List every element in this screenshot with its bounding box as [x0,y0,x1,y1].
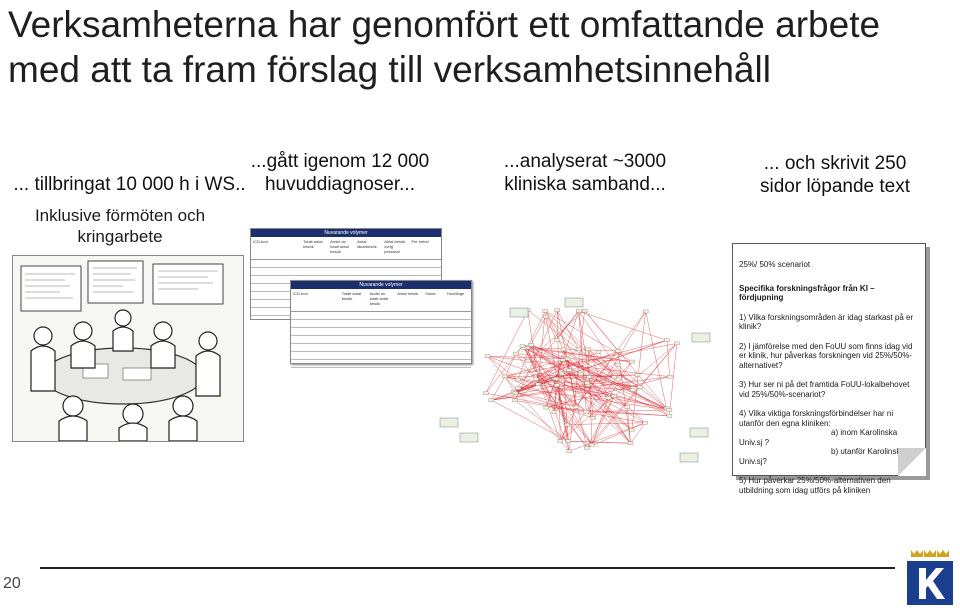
table-front-antal-col: Antal besök [395,289,423,311]
network-node [552,410,557,413]
network-node [528,343,533,346]
network-node [629,360,634,363]
network-edge [569,423,645,451]
table-back-code-col: ICD-kod [251,237,301,259]
network-node [558,440,563,443]
network-node [629,428,634,431]
column-heading-3-line2: kliniska samband... [475,173,695,196]
table-front-solna-col: Solna [423,289,445,311]
network-node [561,348,566,351]
table-back-colheads [251,237,441,260]
network-node [567,369,572,372]
panel-question-5: 5) Hur påverkar 25%/50%-alternativen den utbildning som idag utförs på kliniken [739,476,919,495]
network-label-box [692,333,710,342]
page-curl-corner [898,448,926,476]
table-row [251,260,441,268]
network-svg [430,278,712,470]
network-node [635,373,640,376]
network-node [560,358,565,361]
network-edge [587,423,645,448]
network-edge [579,311,667,340]
network-edge [528,311,585,361]
network-node [485,355,490,358]
network-node [625,406,630,409]
table-row [251,268,441,276]
network-label-box [690,428,708,437]
network-node [554,384,559,387]
network-node [489,399,494,402]
network-edge [515,400,568,441]
network-edge [587,343,677,447]
table-back-header: Nuvarande volymer [251,229,441,237]
network-node [559,372,564,375]
network-node [616,349,621,352]
table-front-huddinge-col: Huddinge [445,289,471,311]
network-node [483,392,488,395]
network-node [503,375,508,378]
network-node [628,442,633,445]
network-edge [667,340,670,376]
panel-question-2: 2) I jämförelse med den FoUU som finns idag vid er klinik, hur påverkas forskningen vid 25%/50%-alternativet? [739,342,919,371]
karolinska-logo [905,548,955,606]
network-node [516,387,521,390]
note-text [10,205,230,247]
panel-question-4-univ2: Univ.sj? [739,457,919,467]
network-node [584,410,589,413]
network-label-box [680,453,698,462]
column-heading-2 [240,150,440,196]
table-back-sal-col: Antal besök övrig personal [382,237,409,259]
network-node [574,405,579,408]
slide-title-line2: med att ta fram förslag till verksamhetsinnehåll [8,47,958,92]
network-edge [669,343,676,415]
network-node [643,310,648,313]
column-heading-1 [2,150,257,196]
page-number: 20 [3,575,21,593]
network-node [543,310,548,313]
network-node [587,375,592,378]
network-label-box [510,308,528,317]
network-label-box [565,298,583,307]
table-front-andel-col: Andel av totalt antal besök [368,289,396,311]
network-node [612,376,617,379]
network-node [615,363,620,366]
network-node [554,377,559,380]
panel-subheading: Specifika forskningsfrågor från KI – fördjupning [739,284,919,303]
network-node [544,406,549,409]
network-node [667,414,672,417]
table-back-andel-col: Andel av totalt antal besök [328,237,355,259]
network-node [513,392,518,395]
slide-title-line1: Verksamheterna har genomfört ett omfattande arbete [8,2,958,47]
network-node [576,348,581,351]
network-label-box [460,433,478,442]
research-questions-panel [732,243,926,476]
karolinska-logo-icon [905,548,955,606]
network-node [534,378,539,381]
workshop-sketch-image [12,255,244,442]
clinical-network-graph [430,278,712,470]
network-node [637,385,642,388]
network-node [606,396,611,399]
panel-question-1: 1) Vilka forskningsområden är idag starkast på er klinik? [739,313,919,332]
note-line1: Inklusive förmöten och [10,205,230,226]
network-node [591,417,596,420]
panel-question-4-univ1: Univ.sj ? [739,438,919,448]
network-node [543,315,548,318]
table-front-total-col: Totalt antal besök [340,289,368,311]
network-edge [491,376,505,400]
panel-question-3: 3) Hur ser ni på det framtida FoUU-lokalbehovet vid 25%/50%-scenariot? [739,380,919,399]
network-label-box [440,418,458,427]
network-edge [646,311,667,408]
column-heading-4-line2: sidor löpande text [715,175,955,198]
column-heading-3-line1: ...analyserat ~3000 [475,150,695,173]
network-node [576,310,581,313]
network-node [536,383,541,386]
network-node [590,443,595,446]
network-node [582,309,587,312]
panel-question-4a: a) inom Karolinska [739,428,919,438]
panel-question-4b: b) utanför Karolinska [739,447,919,457]
network-node [665,339,670,342]
network-edge [522,346,592,444]
network-node [513,399,518,402]
column-heading-4 [715,152,955,198]
network-node [567,450,572,453]
network-node [643,421,648,424]
column-heading-3 [475,150,695,196]
table-back-per-enhet-col: Per enhet [409,237,441,259]
network-node [513,352,518,355]
slide-title [8,2,958,92]
network-edge [486,310,528,393]
network-node [585,446,590,449]
network-node [667,375,672,378]
column-heading-2-line2: huvuddiagnoser... [240,173,440,196]
table-front-code-col: ICD-kod [291,289,340,311]
network-edge [568,441,630,443]
network-node [674,342,679,345]
network-node [578,373,583,376]
footer-divider [40,567,895,569]
network-node [565,357,570,360]
workshop-sketch-drawing [13,256,243,441]
network-node [612,394,617,397]
note-line2: kringarbete [10,226,230,247]
network-node [533,372,538,375]
panel-question-4: 4) Vilka viktiga forskningsförbindelser har ni utanför den egna kliniken: [739,409,919,428]
network-edge [585,311,618,351]
column-heading-1-line2: ... tillbringat 10 000 h i WS.. [2,173,257,196]
column-heading-2-line1: ...gått igenom 12 000 [240,150,440,173]
network-node [520,345,525,348]
column-heading-1-line1 [2,150,257,173]
network-node [566,440,571,443]
network-node [525,359,530,362]
network-node [554,338,559,341]
network-node [515,378,520,381]
column-heading-4-line1: ... och skrivit 250 [715,152,955,175]
network-node [555,309,560,312]
panel-heading: 25%/ 50% scenariot [739,260,919,270]
network-edge [515,310,557,400]
network-node [596,350,601,353]
table-front-header: Nuvarande volymer [291,281,471,289]
table-back-total-col: Totalt antal besök [301,237,328,259]
network-node [667,409,672,412]
network-node [565,423,570,426]
network-node [630,389,635,392]
network-node [585,381,590,384]
network-node [586,348,591,351]
table-back-antal-col: Antal läkarbesök [355,237,382,259]
